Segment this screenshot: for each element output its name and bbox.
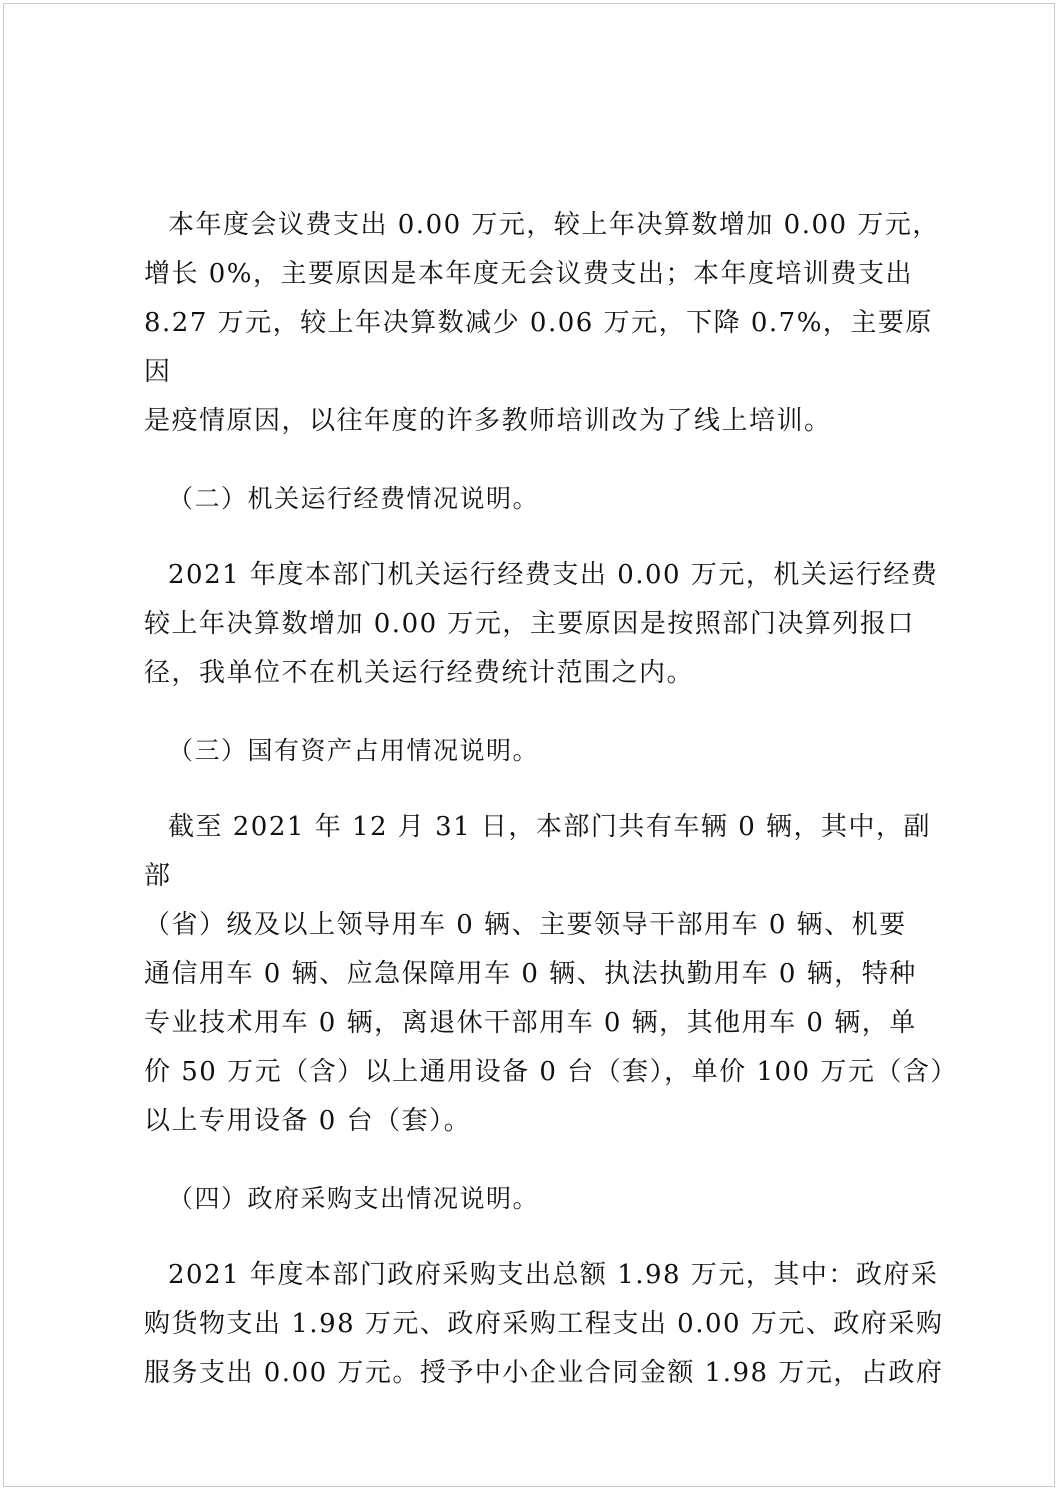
document-page [3, 3, 1055, 1487]
paragraph-state-assets [144, 803, 958, 1146]
text-line: 是疫情原因，以往年度的许多教师培训改为了线上培训。 [144, 406, 832, 436]
text-line: 2021 年度本部门政府采购支出总额 1.98 万元，其中：政府采 [168, 1260, 939, 1290]
text-line: 8.27 万元，较上年决算数减少 0.06 万元，下降 0.7%，主要原因 [144, 308, 933, 387]
text-line: 通信用车 0 辆、应急保障用车 0 辆、执法执勤用车 0 辆，特种 [144, 959, 917, 989]
document-body [144, 201, 958, 1398]
text-line: 以上专用设备 0 台（套）。 [144, 1106, 472, 1136]
text-line: 截至 2021 年 12 月 31 日，本部门共有车辆 0 辆，其中，副部 [144, 812, 931, 891]
text-line: 较上年决算数增加 0.00 万元，主要原因是按照部门决算列报口 [144, 609, 915, 639]
text-line: 增长 0%，主要原因是本年度无会议费支出；本年度培训费支出 [144, 259, 914, 289]
text-line: 价 50 万元（含）以上通用设备 0 台（套），单价 100 万元（含） [144, 1057, 958, 1087]
text-line: 径，我单位不在机关运行经费统计范围之内。 [144, 658, 695, 688]
paragraph-government-procurement [144, 1251, 949, 1398]
text-line: （省）级及以上领导用车 0 辆、主要领导干部用车 0 辆、机要 [144, 910, 907, 940]
paragraph-meeting-training-fees [144, 201, 949, 446]
section-heading-state-assets: （三）国有资产占用情况说明。 [168, 736, 540, 765]
text-line: 服务支出 0.00 万元。授予中小企业合同金额 1.98 万元，占政府 [144, 1358, 944, 1388]
text-line: 专业技术用车 0 辆，离退休干部用车 0 辆，其他用车 0 辆，单 [144, 1008, 917, 1038]
paragraph-operating-expenses [144, 551, 949, 698]
text-line: 购货物支出 1.98 万元、政府采购工程支出 0.00 万元、政府采购 [144, 1309, 944, 1339]
section-heading-operating-expenses: （二）机关运行经费情况说明。 [168, 484, 540, 513]
section-heading-government-procurement: （四）政府采购支出情况说明。 [168, 1184, 540, 1213]
text-line: 本年度会议费支出 0.00 万元，较上年决算数增加 0.00 万元， [168, 210, 940, 240]
text-line: 2021 年度本部门机关运行经费支出 0.00 万元，机关运行经费 [168, 560, 939, 590]
